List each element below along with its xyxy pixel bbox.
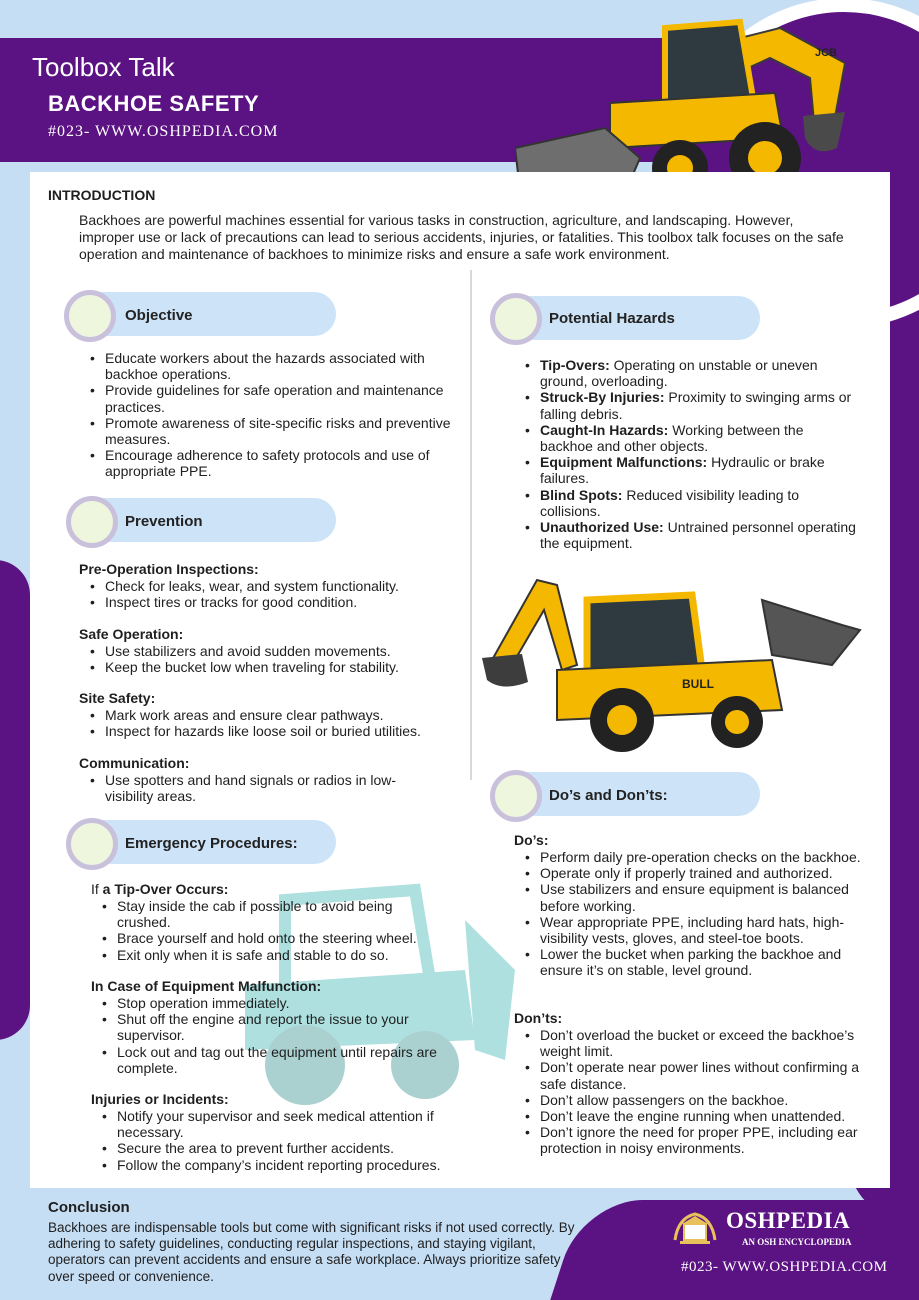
hazard-term: Unauthorized Use:	[540, 519, 664, 536]
brand-name: OSHPEDIA	[726, 1208, 851, 1233]
list-item: • Don’t leave the engine running when unattended.	[515, 1108, 860, 1124]
prevention-heading: Prevention	[125, 513, 203, 530]
list-item: • Inspect for hazards like loose soil or buried utilities.	[80, 723, 465, 739]
prevention-list	[80, 578, 460, 610]
list-item: • Lock out and tag out the equipment until repairs are complete.	[92, 1044, 472, 1076]
list-item: • Use spotters and hand signals or radios in low-visibility areas.	[80, 772, 430, 804]
list-item: • Don’t ignore the need for proper PPE, including ear protection in noisy environments.	[515, 1124, 860, 1156]
emergency-bullet-circle	[66, 818, 118, 870]
hazard-term: Struck-By Injuries:	[540, 389, 665, 406]
prevention-list	[80, 707, 465, 739]
oshpedia-logo-icon	[672, 1210, 718, 1246]
dos-donts-bullet-circle	[490, 770, 542, 822]
list-item: • Provide guidelines for safe operation and maintenance practices.	[80, 382, 460, 414]
machine-brand-text: BULL	[682, 677, 714, 691]
list-item: • Secure the area to prevent further accidents.	[92, 1140, 477, 1156]
list-item	[515, 519, 860, 551]
subheading-text: a Tip-Over Occurs:	[102, 881, 229, 897]
list-item: • Inspect tires or tracks for good condition.	[80, 594, 460, 610]
introduction-text: Backhoes are powerful machines essential for various tasks in construction, agriculture, and landscaping. However, improper use or lack of precautions can lead to serious accidents, injuries, or fatalities. This toolbox talk focuses on the safe operation and maintenance of backhoes to minimize risks and ensure a safe work environment.	[79, 212, 844, 262]
prevention-subheading: Pre-Operation Inspections:	[79, 561, 259, 577]
prevention-subheading: Site Safety:	[79, 690, 156, 706]
list-item: • Keep the bucket low when traveling for stability.	[80, 659, 460, 675]
list-item: • Mark work areas and ensure clear pathways.	[80, 707, 465, 723]
document-code: #023- WWW.OSHPEDIA.COM	[48, 123, 279, 140]
brand-tagline: AN OSH ENCYCLOPEDIA	[742, 1237, 852, 1247]
conclusion-heading: Conclusion	[48, 1199, 130, 1216]
dos-donts-heading: Do’s and Don’ts:	[549, 787, 668, 804]
hazard-term: Caught-In Hazards:	[540, 421, 669, 438]
dos-subheading: Do’s:	[514, 832, 549, 848]
page-title: BACKHOE SAFETY	[48, 91, 260, 116]
list-item: • Don’t allow passengers on the backhoe.	[515, 1092, 860, 1108]
objective-bullet-circle	[64, 290, 116, 342]
column-divider	[470, 270, 472, 780]
prevention-list	[80, 643, 460, 675]
emergency-subheading: In Case of Equipment Malfunction:	[91, 978, 322, 994]
list-item: • Stay inside the cab if possible to avoid being crushed.	[92, 898, 432, 930]
hazard-text: Working between the backhoe and other objects.	[540, 421, 804, 455]
emergency-subheading: Injuries or Incidents:	[91, 1091, 229, 1107]
hazard-term: Tip-Overs:	[540, 357, 610, 373]
dos-list	[515, 849, 865, 979]
list-item	[515, 389, 860, 421]
footer-code: #023- WWW.OSHPEDIA.COM	[681, 1259, 888, 1275]
list-item: • Use stabilizers and ensure equipment is balanced before working.	[515, 881, 865, 913]
list-item: • Perform daily pre-operation checks on the backhoe.	[515, 849, 865, 865]
hazard-term: Equipment Malfunctions:	[540, 454, 708, 471]
backhoe-image-middle	[482, 570, 867, 755]
list-item: • Don’t overload the bucket or exceed the backhoe’s weight limit.	[515, 1027, 860, 1059]
list-item	[515, 454, 860, 486]
hazard-text: Reduced visibility leading to collisions.	[540, 486, 800, 519]
emergency-subheading	[91, 881, 228, 897]
list-item: • Don’t operate near power lines without confirming a safe distance.	[515, 1059, 860, 1091]
emergency-list	[92, 1108, 477, 1173]
hazards-bullet-circle	[490, 293, 542, 345]
list-item: • Operate only if properly trained and authorized.	[515, 865, 865, 881]
prevention-list	[80, 772, 430, 804]
hazard-term: Blind Spots:	[540, 486, 623, 503]
prevention-subheading: Communication:	[79, 755, 190, 771]
list-item: • Stop operation immediately.	[92, 995, 472, 1011]
list-item: • Follow the company’s incident reporting procedures.	[92, 1157, 477, 1173]
conclusion-text: Backhoes are indispensable tools but come with significant risks if not used correctly. By adhering to safety guidelines, conducting regular inspections, and staying vigilant, operators can prevent accidents and ensure a safe workplace. Always prioritize safety over speed or convenience.	[48, 1220, 575, 1284]
list-item	[515, 357, 860, 389]
hazard-text: Untrained personnel operating the equipment.	[540, 519, 856, 552]
objective-heading: Objective	[125, 307, 193, 324]
introduction-heading: INTRODUCTION	[48, 187, 156, 203]
hazards-heading: Potential Hazards	[549, 310, 675, 327]
hazard-text: Hydraulic or brake failures.	[540, 454, 825, 487]
series-title: Toolbox Talk	[32, 52, 175, 82]
hazard-text: Operating on unstable or uneven ground, overloading.	[540, 357, 818, 390]
list-item: • Educate workers about the hazards associated with backhoe operations.	[80, 350, 460, 382]
list-item: • Lower the bucket when parking the backhoe and ensure it’s on stable, level ground.	[515, 946, 865, 978]
list-item: • Promote awareness of site-specific risks and preventive measures.	[80, 415, 460, 447]
hazard-text: Proximity to swinging arms or falling debris.	[540, 389, 852, 422]
list-item: • Brace yourself and hold onto the steering wheel.	[92, 930, 432, 946]
subheading-prefix: If	[91, 881, 103, 897]
objective-list	[80, 350, 460, 480]
emergency-list	[92, 995, 472, 1076]
list-item: • Notify your supervisor and seek medical attention if necessary.	[92, 1108, 477, 1140]
list-item: • Encourage adherence to safety protocols and use of appropriate PPE.	[80, 447, 460, 479]
list-item: • Exit only when it is safe and stable to do so.	[92, 947, 432, 963]
hazards-list	[515, 357, 860, 551]
list-item	[515, 422, 860, 454]
list-item: • Shut off the engine and report the issue to your supervisor.	[92, 1011, 472, 1043]
list-item: • Wear appropriate PPE, including hard hats, high-visibility vests, gloves, and steel-toe boots.	[515, 914, 865, 946]
background-stripe-left	[0, 560, 30, 1040]
prevention-bullet-circle	[66, 496, 118, 548]
machine-brand-text: JCB	[815, 47, 838, 59]
prevention-subheading: Safe Operation:	[79, 626, 184, 642]
list-item: • Check for leaks, wear, and system functionality.	[80, 578, 460, 594]
emergency-heading: Emergency Procedures:	[125, 835, 298, 852]
donts-list	[515, 1027, 860, 1157]
list-item: • Use stabilizers and avoid sudden movements.	[80, 643, 460, 659]
emergency-list	[92, 898, 432, 963]
donts-subheading: Don’ts:	[514, 1010, 563, 1026]
list-item	[515, 487, 860, 519]
